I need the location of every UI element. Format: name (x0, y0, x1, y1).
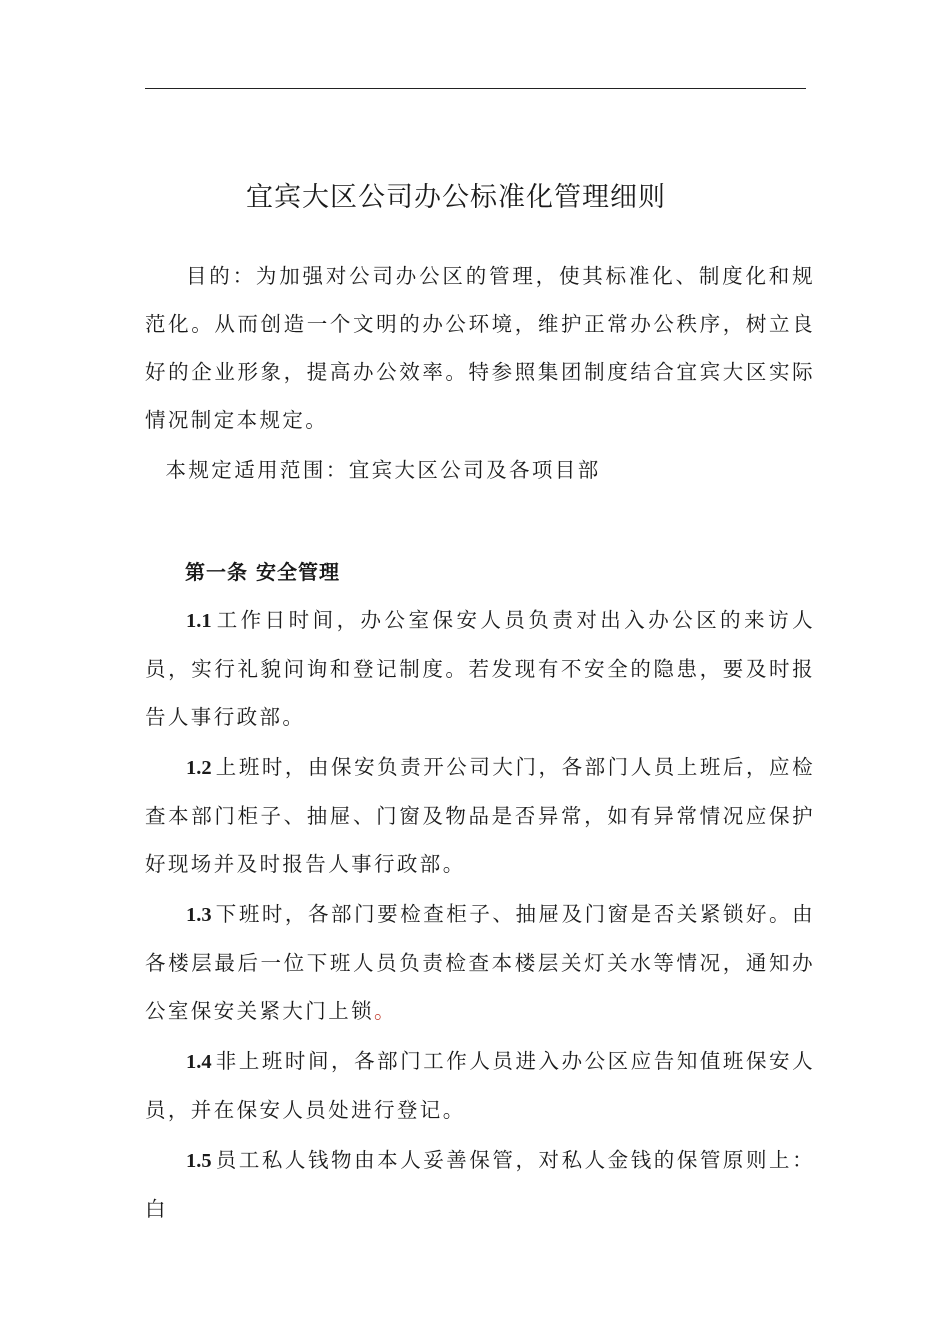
clause-text: 上班时，由保安负责开公司大门，各部门人员上班后，应检查本部门柜子、抽屉、门窗及物品是否异常，如有异常情况应保护好现场并及时报告人事行政部。 (145, 755, 815, 876)
purpose-paragraph: 目的：为加强对公司办公区的管理，使其标准化、制度化和规范化。从而创造一个文明的办公环境，维护正常办公秩序，树立良好的企业形象，提高办公效率。特参照集团制度结合宜宾大区实际情况制定本规定。 (145, 264, 815, 432)
document-body (145, 252, 815, 1235)
clause-text: 工作日时间，办公室保安人员负责对出入办公区的来访人员，实行礼貌问询和登记制度。若发现有不安全的隐患，要及时报告人事行政部。 (145, 608, 815, 729)
document-title: 宜宾大区公司办公标准化管理细则 (246, 182, 666, 213)
clause-text: 员工私人钱物由本人妥善保管，对私人金钱的保管原则上：白 (145, 1148, 815, 1221)
header-rule (145, 88, 806, 89)
clause-text: 下班时，各部门要检查柜子、抽屉及门窗是否关紧锁好。由各楼层最后一位下班人员负责检查本楼层关灯关水等情况，通知办公室保安关紧大门上锁 (145, 902, 815, 1023)
scope-paragraph: 本规定适用范围：宜宾大区公司及各项目部 (165, 458, 601, 482)
clause-1-2 (145, 743, 815, 888)
clause-number: 1.1 (186, 610, 212, 632)
clause-text: 非上班时间，各部门工作人员进入办公区应告知值班保安人员，并在保安人员处进行登记。 (145, 1049, 815, 1122)
clause-number: 1.2 (186, 757, 212, 779)
clause-end-mark: 。 (374, 999, 397, 1023)
clause-1-5 (145, 1136, 815, 1233)
clause-1-1 (145, 596, 815, 741)
clause-number: 1.5 (186, 1150, 212, 1172)
clause-number: 1.4 (186, 1051, 212, 1073)
clause-number: 1.3 (186, 904, 212, 926)
section-heading: 第一条 安全管理 (185, 560, 340, 584)
clause-1-4 (145, 1037, 815, 1134)
clause-1-3 (145, 890, 815, 1035)
